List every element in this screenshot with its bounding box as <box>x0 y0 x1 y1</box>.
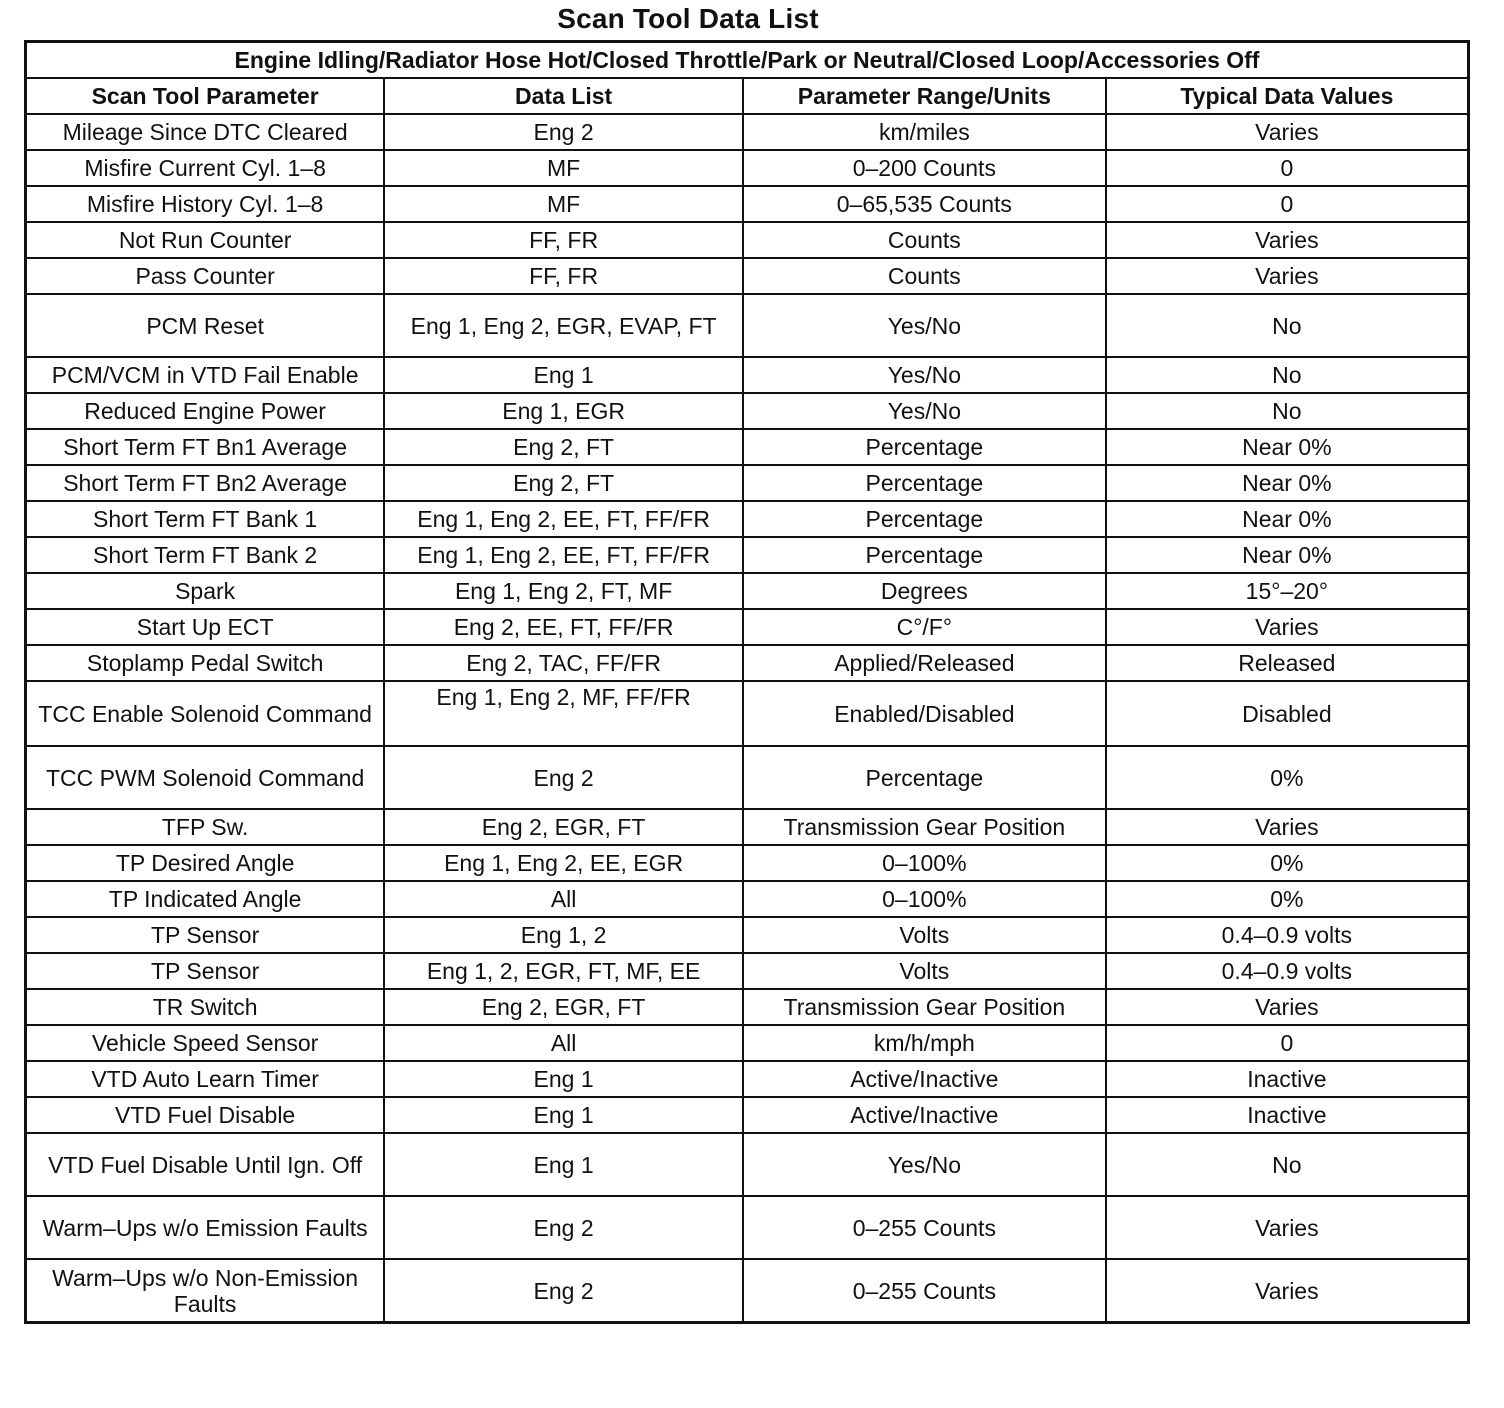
cell-typical-value: Near 0% <box>1106 537 1469 573</box>
cell-parameter: TP Sensor <box>26 953 385 989</box>
table-row <box>26 681 1469 746</box>
header-data-list: Data List <box>384 78 743 114</box>
cell-range-units: Counts <box>743 258 1106 294</box>
cell-typical-value: 0.4–0.9 volts <box>1106 917 1469 953</box>
cell-range-units: Yes/No <box>743 393 1106 429</box>
table-row <box>26 294 1469 357</box>
cell-parameter: TCC Enable Solenoid Command <box>26 681 385 746</box>
cell-typical-value: 0 <box>1106 1025 1469 1061</box>
cell-data-list: Eng 2 <box>384 114 743 150</box>
cell-data-list: Eng 1, 2, EGR, FT, MF, EE <box>384 953 743 989</box>
header-typical-data-values: Typical Data Values <box>1106 78 1469 114</box>
cell-data-list: Eng 1, 2 <box>384 917 743 953</box>
cell-range-units: Percentage <box>743 465 1106 501</box>
cell-parameter: PCM Reset <box>26 294 385 357</box>
cell-typical-value: Disabled <box>1106 681 1469 746</box>
cell-parameter: Not Run Counter <box>26 222 385 258</box>
cell-range-units: Percentage <box>743 537 1106 573</box>
cell-typical-value: Inactive <box>1106 1097 1469 1133</box>
cell-typical-value: Varies <box>1106 809 1469 845</box>
cell-parameter: Misfire Current Cyl. 1–8 <box>26 150 385 186</box>
cell-typical-value: No <box>1106 1133 1469 1196</box>
page-title: Scan Tool Data List <box>557 3 819 34</box>
cell-typical-value: 0% <box>1106 845 1469 881</box>
cell-parameter: Stoplamp Pedal Switch <box>26 645 385 681</box>
table-row <box>26 393 1469 429</box>
table-row <box>26 917 1469 953</box>
table-row <box>26 429 1469 465</box>
cell-parameter: Pass Counter <box>26 258 385 294</box>
cell-range-units: Yes/No <box>743 357 1106 393</box>
column-header-row <box>26 78 1469 114</box>
table-row <box>26 1133 1469 1196</box>
cell-parameter: Reduced Engine Power <box>26 393 385 429</box>
table-row <box>26 1025 1469 1061</box>
cell-typical-value: Near 0% <box>1106 501 1469 537</box>
cell-typical-value: Varies <box>1106 609 1469 645</box>
cell-data-list: Eng 1 <box>384 1061 743 1097</box>
table-row <box>26 537 1469 573</box>
cell-parameter: TR Switch <box>26 989 385 1025</box>
cell-data-list: Eng 2, EGR, FT <box>384 989 743 1025</box>
cell-range-units: 0–255 Counts <box>743 1196 1106 1259</box>
cell-data-list: FF, FR <box>384 222 743 258</box>
table-row <box>26 222 1469 258</box>
cell-parameter: TFP Sw. <box>26 809 385 845</box>
table-row <box>26 1097 1469 1133</box>
cell-parameter: Short Term FT Bank 1 <box>26 501 385 537</box>
cell-typical-value: No <box>1106 393 1469 429</box>
cell-range-units: km/miles <box>743 114 1106 150</box>
cell-range-units: 0–200 Counts <box>743 150 1106 186</box>
cell-typical-value: Varies <box>1106 989 1469 1025</box>
cell-parameter: TP Sensor <box>26 917 385 953</box>
table-row <box>26 1259 1469 1323</box>
cell-parameter: PCM/VCM in VTD Fail Enable <box>26 357 385 393</box>
scan-tool-data-table <box>24 40 1470 1324</box>
table-row <box>26 258 1469 294</box>
cell-typical-value: Released <box>1106 645 1469 681</box>
cell-range-units: Transmission Gear Position <box>743 989 1106 1025</box>
header-parameter-range-units: Parameter Range/Units <box>743 78 1106 114</box>
cell-typical-value: Varies <box>1106 1259 1469 1323</box>
cell-typical-value: Varies <box>1106 114 1469 150</box>
cell-range-units: Percentage <box>743 746 1106 809</box>
table-row <box>26 953 1469 989</box>
table-row <box>26 357 1469 393</box>
cell-range-units: Applied/Released <box>743 645 1106 681</box>
table-row <box>26 845 1469 881</box>
cell-range-units: Active/Inactive <box>743 1061 1106 1097</box>
cell-data-list: Eng 1, Eng 2, MF, FF/FR <box>384 681 743 746</box>
cell-typical-value: 0% <box>1106 881 1469 917</box>
cell-range-units: Active/Inactive <box>743 1097 1106 1133</box>
cell-parameter: Vehicle Speed Sensor <box>26 1025 385 1061</box>
table-row <box>26 989 1469 1025</box>
cell-data-list: Eng 1, Eng 2, EE, FT, FF/FR <box>384 501 743 537</box>
condition-header: Engine Idling/Radiator Hose Hot/Closed Throttle/Park or Neutral/Closed Loop/Accessories Off <box>26 42 1469 79</box>
table-row <box>26 465 1469 501</box>
table-row <box>26 809 1469 845</box>
table-row <box>26 609 1469 645</box>
cell-data-list: Eng 2, EGR, FT <box>384 809 743 845</box>
cell-range-units: 0–100% <box>743 845 1106 881</box>
cell-typical-value: Near 0% <box>1106 429 1469 465</box>
cell-data-list: MF <box>384 150 743 186</box>
cell-range-units: Volts <box>743 917 1106 953</box>
cell-typical-value: No <box>1106 357 1469 393</box>
table-row <box>26 1196 1469 1259</box>
cell-data-list: MF <box>384 186 743 222</box>
cell-data-list: Eng 1, EGR <box>384 393 743 429</box>
table-row <box>26 150 1469 186</box>
cell-typical-value: Varies <box>1106 222 1469 258</box>
cell-parameter: TP Desired Angle <box>26 845 385 881</box>
table-row <box>26 645 1469 681</box>
cell-typical-value: 15°–20° <box>1106 573 1469 609</box>
cell-data-list: Eng 1 <box>384 357 743 393</box>
cell-data-list: Eng 2, FT <box>384 429 743 465</box>
cell-parameter: Spark <box>26 573 385 609</box>
cell-data-list: Eng 2, EE, FT, FF/FR <box>384 609 743 645</box>
cell-data-list: All <box>384 1025 743 1061</box>
cell-data-list: FF, FR <box>384 258 743 294</box>
cell-data-list: Eng 2, FT <box>384 465 743 501</box>
cell-range-units: Yes/No <box>743 1133 1106 1196</box>
cell-parameter: VTD Fuel Disable Until Ign. Off <box>26 1133 385 1196</box>
cell-data-list: Eng 1 <box>384 1097 743 1133</box>
cell-data-list: Eng 2, TAC, FF/FR <box>384 645 743 681</box>
cell-range-units: Percentage <box>743 429 1106 465</box>
cell-data-list: Eng 1, Eng 2, FT, MF <box>384 573 743 609</box>
cell-range-units: Enabled/Disabled <box>743 681 1106 746</box>
cell-typical-value: Inactive <box>1106 1061 1469 1097</box>
table-row <box>26 114 1469 150</box>
cell-range-units: Counts <box>743 222 1106 258</box>
cell-data-list: Eng 1, Eng 2, EE, FT, FF/FR <box>384 537 743 573</box>
cell-parameter: TP Indicated Angle <box>26 881 385 917</box>
cell-parameter: Warm–Ups w/o Non-Emission Faults <box>26 1259 385 1323</box>
table-row <box>26 573 1469 609</box>
cell-typical-value: Near 0% <box>1106 465 1469 501</box>
cell-typical-value: Varies <box>1106 1196 1469 1259</box>
cell-data-list: Eng 2 <box>384 746 743 809</box>
cell-range-units: C°/F° <box>743 609 1106 645</box>
cell-data-list: All <box>384 881 743 917</box>
cell-data-list: Eng 1, Eng 2, EE, EGR <box>384 845 743 881</box>
cell-range-units: Volts <box>743 953 1106 989</box>
cell-range-units: 0–65,535 Counts <box>743 186 1106 222</box>
table-row <box>26 1061 1469 1097</box>
cell-typical-value: 0% <box>1106 746 1469 809</box>
cell-parameter: Short Term FT Bn1 Average <box>26 429 385 465</box>
cell-range-units: Yes/No <box>743 294 1106 357</box>
header-scan-tool-parameter: Scan Tool Parameter <box>26 78 385 114</box>
cell-parameter: Mileage Since DTC Cleared <box>26 114 385 150</box>
condition-row <box>26 42 1469 79</box>
cell-data-list: Eng 1 <box>384 1133 743 1196</box>
cell-typical-value: 0 <box>1106 150 1469 186</box>
table-row <box>26 746 1469 809</box>
cell-parameter: Short Term FT Bank 2 <box>26 537 385 573</box>
cell-parameter: Warm–Ups w/o Emission Faults <box>26 1196 385 1259</box>
cell-typical-value: Varies <box>1106 258 1469 294</box>
cell-parameter: VTD Auto Learn Timer <box>26 1061 385 1097</box>
cell-typical-value: No <box>1106 294 1469 357</box>
cell-range-units: 0–255 Counts <box>743 1259 1106 1323</box>
table-row <box>26 186 1469 222</box>
cell-data-list: Eng 2 <box>384 1259 743 1323</box>
cell-data-list: Eng 1, Eng 2, EGR, EVAP, FT <box>384 294 743 357</box>
cell-range-units: Percentage <box>743 501 1106 537</box>
table-row <box>26 881 1469 917</box>
cell-parameter: Misfire History Cyl. 1–8 <box>26 186 385 222</box>
cell-parameter: VTD Fuel Disable <box>26 1097 385 1133</box>
cell-typical-value: 0.4–0.9 volts <box>1106 953 1469 989</box>
cell-parameter: Start Up ECT <box>26 609 385 645</box>
cell-range-units: Degrees <box>743 573 1106 609</box>
cell-range-units: Transmission Gear Position <box>743 809 1106 845</box>
cell-data-list: Eng 2 <box>384 1196 743 1259</box>
cell-parameter: TCC PWM Solenoid Command <box>26 746 385 809</box>
cell-parameter: Short Term FT Bn2 Average <box>26 465 385 501</box>
cell-typical-value: 0 <box>1106 186 1469 222</box>
table-row <box>26 501 1469 537</box>
cell-range-units: 0–100% <box>743 881 1106 917</box>
cell-range-units: km/h/mph <box>743 1025 1106 1061</box>
